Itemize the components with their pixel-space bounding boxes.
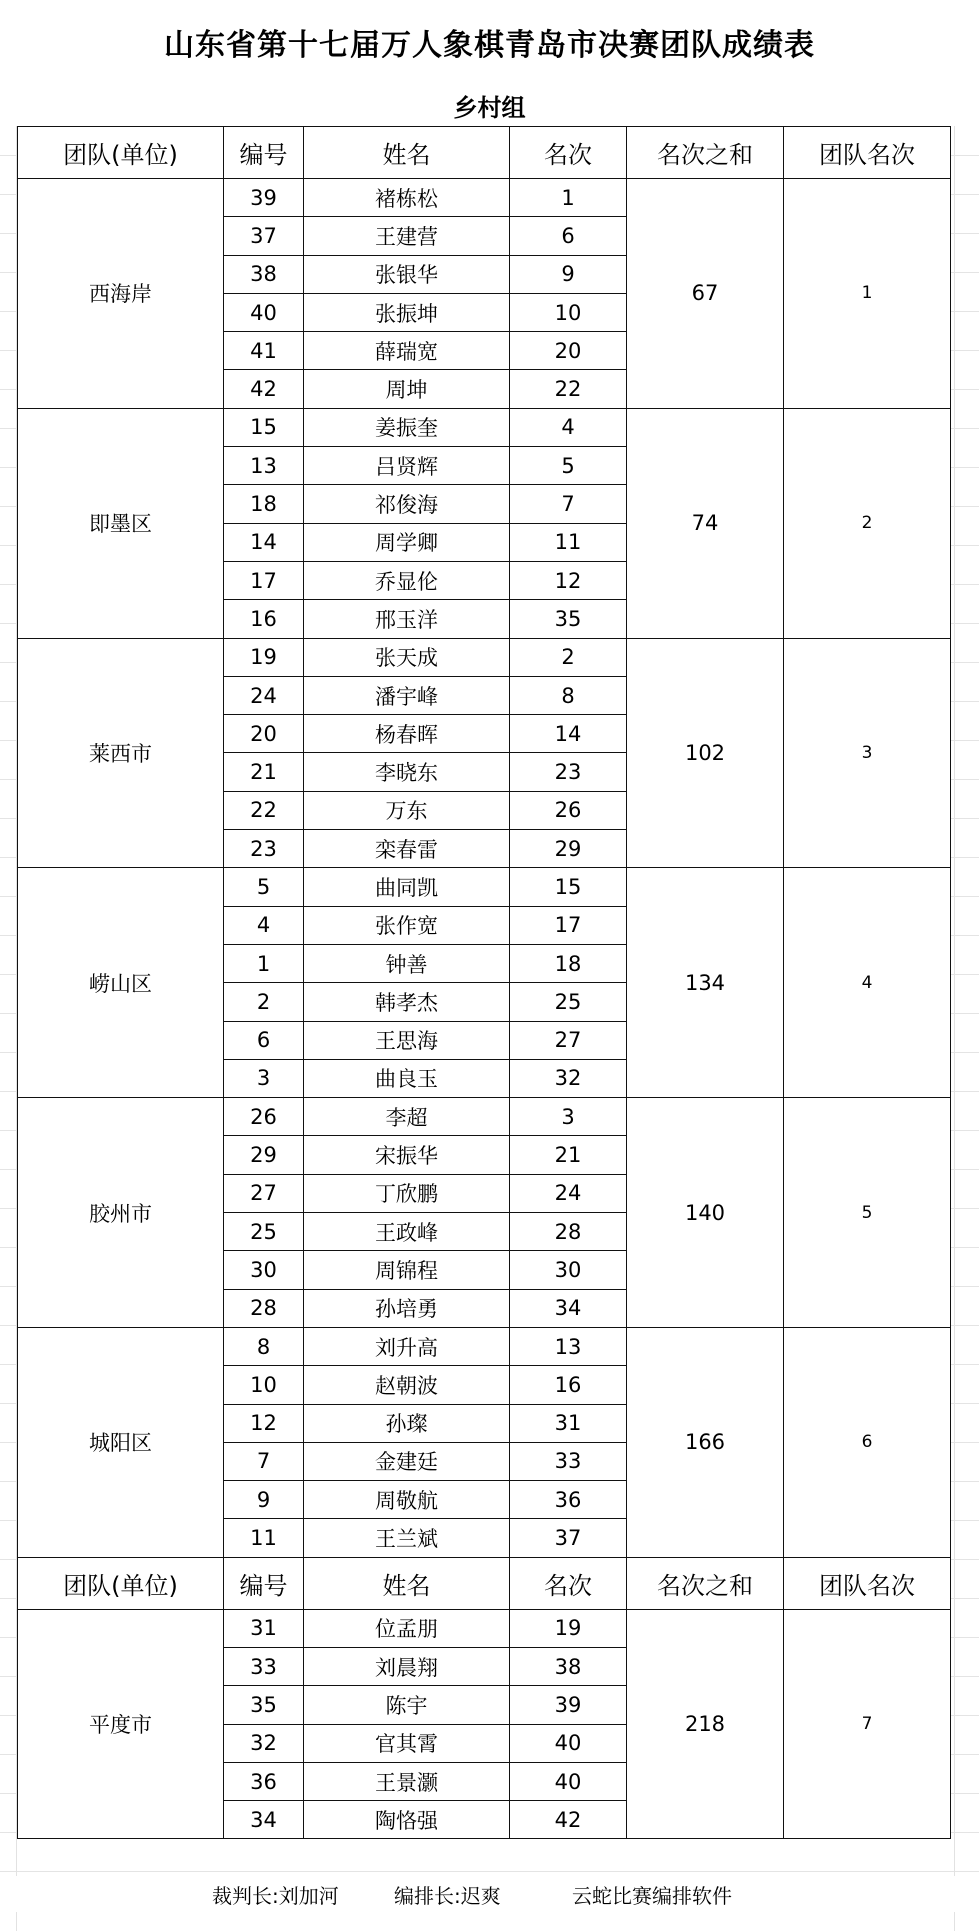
team-name: 崂山区 xyxy=(18,868,224,1098)
player-number: 13 xyxy=(224,447,304,485)
player-number: 40 xyxy=(224,293,304,331)
player-name: 王兰斌 xyxy=(304,1519,510,1557)
place-sum: 134 xyxy=(627,868,784,1098)
place-sum: 102 xyxy=(627,638,784,868)
team-name: 胶州市 xyxy=(18,1098,224,1328)
footer xyxy=(0,1876,979,1912)
table-row xyxy=(18,179,951,217)
player-number: 3 xyxy=(224,1059,304,1097)
player-place: 20 xyxy=(510,332,627,370)
player-name: 周学卿 xyxy=(304,523,510,561)
column-header: 名次 xyxy=(510,127,627,179)
player-name: 王思海 xyxy=(304,1021,510,1059)
player-name: 栾春雷 xyxy=(304,830,510,868)
player-number: 38 xyxy=(224,255,304,293)
player-place: 31 xyxy=(510,1404,627,1442)
software-credit: 云蛇比赛编排软件 xyxy=(572,1883,732,1908)
player-number: 30 xyxy=(224,1251,304,1289)
player-name: 曲良玉 xyxy=(304,1059,510,1097)
player-number: 2 xyxy=(224,983,304,1021)
player-number: 31 xyxy=(224,1609,304,1647)
column-header: 姓名 xyxy=(304,127,510,179)
player-name: 张银华 xyxy=(304,255,510,293)
player-place: 33 xyxy=(510,1442,627,1480)
player-place: 1 xyxy=(510,179,627,217)
player-name: 孙培勇 xyxy=(304,1289,510,1327)
team-name: 西海岸 xyxy=(18,179,224,409)
player-number: 19 xyxy=(224,638,304,676)
player-place: 21 xyxy=(510,1136,627,1174)
player-number: 14 xyxy=(224,523,304,561)
player-name: 张天成 xyxy=(304,638,510,676)
player-name: 丁欣鹏 xyxy=(304,1174,510,1212)
player-place: 12 xyxy=(510,561,627,599)
player-place: 5 xyxy=(510,447,627,485)
player-number: 4 xyxy=(224,906,304,944)
player-name: 吕贤辉 xyxy=(304,447,510,485)
player-name: 薛瑞宽 xyxy=(304,332,510,370)
player-name: 万东 xyxy=(304,791,510,829)
player-name: 韩孝杰 xyxy=(304,983,510,1021)
player-name: 周坤 xyxy=(304,370,510,408)
player-place: 23 xyxy=(510,753,627,791)
player-number: 8 xyxy=(224,1327,304,1365)
player-place: 17 xyxy=(510,906,627,944)
player-number: 20 xyxy=(224,715,304,753)
player-place: 38 xyxy=(510,1647,627,1685)
player-number: 15 xyxy=(224,408,304,446)
player-name: 王建营 xyxy=(304,217,510,255)
player-number: 7 xyxy=(224,1442,304,1480)
player-name: 金建廷 xyxy=(304,1442,510,1480)
grid-column-line xyxy=(954,0,955,1931)
player-number: 42 xyxy=(224,370,304,408)
player-place: 4 xyxy=(510,408,627,446)
player-number: 9 xyxy=(224,1481,304,1519)
player-number: 34 xyxy=(224,1801,304,1839)
player-name: 孙璨 xyxy=(304,1404,510,1442)
team-name: 莱西市 xyxy=(18,638,224,868)
player-place: 3 xyxy=(510,1098,627,1136)
arranger: 编排长:迟爽 xyxy=(394,1883,501,1908)
column-header: 名次 xyxy=(510,1557,627,1609)
column-header: 名次之和 xyxy=(627,1557,784,1609)
column-header: 团队名次 xyxy=(784,127,951,179)
page-title: 山东省第十七届万人象棋青岛市决赛团队成绩表 xyxy=(0,0,979,84)
team-name: 城阳区 xyxy=(18,1327,224,1557)
player-name: 潘宇峰 xyxy=(304,676,510,714)
player-number: 21 xyxy=(224,753,304,791)
team-rank: 1 xyxy=(784,179,951,409)
team-rank: 6 xyxy=(784,1327,951,1557)
player-number: 11 xyxy=(224,1519,304,1557)
player-number: 32 xyxy=(224,1724,304,1762)
results-table xyxy=(17,126,951,1839)
player-place: 22 xyxy=(510,370,627,408)
player-number: 23 xyxy=(224,830,304,868)
player-name: 周敬航 xyxy=(304,1481,510,1519)
player-number: 29 xyxy=(224,1136,304,1174)
player-place: 7 xyxy=(510,485,627,523)
place-sum: 140 xyxy=(627,1098,784,1328)
player-place: 2 xyxy=(510,638,627,676)
player-number: 39 xyxy=(224,179,304,217)
player-name: 刘升高 xyxy=(304,1327,510,1365)
player-place: 28 xyxy=(510,1213,627,1251)
table-row xyxy=(18,1098,951,1136)
player-place: 10 xyxy=(510,293,627,331)
place-sum: 74 xyxy=(627,408,784,638)
player-place: 37 xyxy=(510,1519,627,1557)
player-place: 36 xyxy=(510,1481,627,1519)
player-number: 10 xyxy=(224,1366,304,1404)
place-sum: 67 xyxy=(627,179,784,409)
player-name: 曲同凯 xyxy=(304,868,510,906)
group-subtitle: 乡村组 xyxy=(0,84,979,126)
player-place: 19 xyxy=(510,1609,627,1647)
player-name: 王政峰 xyxy=(304,1213,510,1251)
place-sum: 218 xyxy=(627,1609,784,1839)
team-rank: 3 xyxy=(784,638,951,868)
player-place: 9 xyxy=(510,255,627,293)
player-place: 11 xyxy=(510,523,627,561)
player-number: 35 xyxy=(224,1686,304,1724)
player-number: 6 xyxy=(224,1021,304,1059)
team-name: 平度市 xyxy=(18,1609,224,1839)
player-place: 8 xyxy=(510,676,627,714)
player-place: 13 xyxy=(510,1327,627,1365)
player-name: 褚栋松 xyxy=(304,179,510,217)
header-row xyxy=(18,1557,951,1609)
player-place: 32 xyxy=(510,1059,627,1097)
player-name: 陶恪强 xyxy=(304,1801,510,1839)
player-place: 40 xyxy=(510,1762,627,1800)
player-number: 36 xyxy=(224,1762,304,1800)
player-number: 24 xyxy=(224,676,304,714)
player-name: 陈宇 xyxy=(304,1686,510,1724)
player-name: 邢玉洋 xyxy=(304,600,510,638)
player-place: 6 xyxy=(510,217,627,255)
player-number: 33 xyxy=(224,1647,304,1685)
player-place: 15 xyxy=(510,868,627,906)
column-header: 名次之和 xyxy=(627,127,784,179)
team-rank: 5 xyxy=(784,1098,951,1328)
team-rank: 7 xyxy=(784,1609,951,1839)
player-name: 李晓东 xyxy=(304,753,510,791)
player-place: 25 xyxy=(510,983,627,1021)
player-number: 41 xyxy=(224,332,304,370)
column-header: 编号 xyxy=(224,1557,304,1609)
player-name: 官其霄 xyxy=(304,1724,510,1762)
table-row xyxy=(18,1327,951,1365)
column-header: 团队(单位) xyxy=(18,127,224,179)
player-number: 25 xyxy=(224,1213,304,1251)
player-place: 30 xyxy=(510,1251,627,1289)
player-place: 18 xyxy=(510,944,627,982)
player-number: 37 xyxy=(224,217,304,255)
player-name: 杨春晖 xyxy=(304,715,510,753)
player-number: 28 xyxy=(224,1289,304,1327)
team-rank: 2 xyxy=(784,408,951,638)
player-place: 42 xyxy=(510,1801,627,1839)
player-place: 27 xyxy=(510,1021,627,1059)
player-number: 17 xyxy=(224,561,304,599)
player-name: 王景灏 xyxy=(304,1762,510,1800)
player-name: 姜振奎 xyxy=(304,408,510,446)
player-name: 张振坤 xyxy=(304,293,510,331)
player-number: 27 xyxy=(224,1174,304,1212)
player-name: 位孟朋 xyxy=(304,1609,510,1647)
column-header: 编号 xyxy=(224,127,304,179)
player-name: 乔显伦 xyxy=(304,561,510,599)
table-row xyxy=(18,868,951,906)
player-number: 16 xyxy=(224,600,304,638)
team-name: 即墨区 xyxy=(18,408,224,638)
player-number: 5 xyxy=(224,868,304,906)
player-place: 39 xyxy=(510,1686,627,1724)
player-number: 26 xyxy=(224,1098,304,1136)
player-number: 12 xyxy=(224,1404,304,1442)
player-place: 35 xyxy=(510,600,627,638)
player-name: 赵朝波 xyxy=(304,1366,510,1404)
team-rank: 4 xyxy=(784,868,951,1098)
place-sum: 166 xyxy=(627,1327,784,1557)
player-place: 40 xyxy=(510,1724,627,1762)
player-name: 宋振华 xyxy=(304,1136,510,1174)
table-row xyxy=(18,1609,951,1647)
player-number: 1 xyxy=(224,944,304,982)
player-number: 18 xyxy=(224,485,304,523)
header-row xyxy=(18,127,951,179)
player-place: 26 xyxy=(510,791,627,829)
player-place: 29 xyxy=(510,830,627,868)
player-number: 22 xyxy=(224,791,304,829)
player-name: 周锦程 xyxy=(304,1251,510,1289)
player-place: 34 xyxy=(510,1289,627,1327)
column-header: 团队(单位) xyxy=(18,1557,224,1609)
chief-referee: 裁判长:刘加河 xyxy=(212,1883,339,1908)
player-name: 祁俊海 xyxy=(304,485,510,523)
player-name: 刘晨翔 xyxy=(304,1647,510,1685)
column-header: 团队名次 xyxy=(784,1557,951,1609)
column-header: 姓名 xyxy=(304,1557,510,1609)
player-name: 张作宽 xyxy=(304,906,510,944)
player-name: 李超 xyxy=(304,1098,510,1136)
player-place: 24 xyxy=(510,1174,627,1212)
player-name: 钟善 xyxy=(304,944,510,982)
player-place: 16 xyxy=(510,1366,627,1404)
table-row xyxy=(18,638,951,676)
player-place: 14 xyxy=(510,715,627,753)
table-row xyxy=(18,408,951,446)
